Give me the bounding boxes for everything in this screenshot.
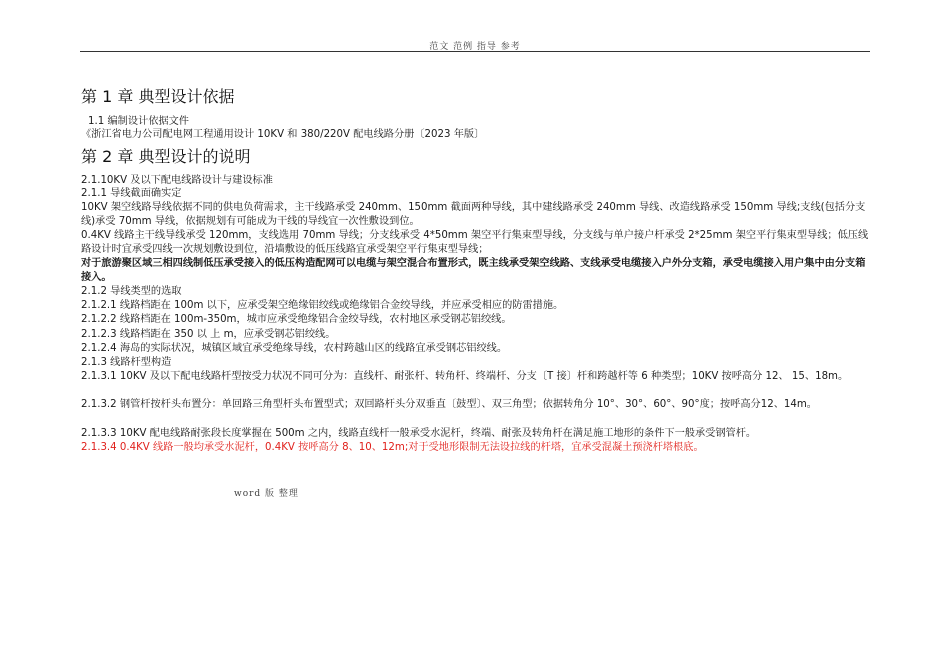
section-1-1-heading: 1.1 编制设计依据文件 [88, 116, 189, 127]
paragraph-10kv-conductors: 10KV 架空线路导线依据不同的供电负荷需求，主干线路承受 240mm、150mm 截面两种导线，其中建线路承受 240mm 导线、改造线路承受 150mm 导线;支线(包括分支线)承受 70mm 导线，依据规划有可能成为干线的导线宜一次性敷设到位。 [81, 202, 866, 227]
item-2-1-3-1: 2.1.3.1 10KV 及以下配电线路杆型按受力状况不同可分为：直线杆、耐张杆、转角杆、终端杆、分支〔T 接〕杆和跨越杆等 6 种类型；10KV 按呼高分 12、 15、18m。 [81, 371, 849, 382]
item-2-1-3-2: 2.1.3.2 钢管杆按杆头布置分：单回路三角型杆头布置型式；双回路杆头分双垂直〔鼓型〕、双三角型；依据转角分 10°、30°、60°、90°度；按呼高分12、14m。 [81, 399, 817, 410]
header-divider [80, 51, 870, 52]
subsection-2-1-2: 2.1.2 导线类型的选取 [81, 286, 182, 297]
item-2-1-3-3: 2.1.3.3 10KV 配电线路耐张段长度掌握在 500m 之内，线路直线杆一般承受水泥杆，终端、耐张及转角杆在满足施工地形的条件下一般承受钢管杆。 [81, 428, 757, 439]
subsection-2-1-3: 2.1.3 线路杆型构造 [81, 357, 172, 368]
paragraph-tourism-areas: 对于旅游聚区域三相四线制低压承受接入的低压构造配网可以电缆与架空混合布置形式，既主线承受架空线路、支线承受电缆接入户外分支箱，承受电缆接入用户集中由分支箱接入。 [81, 258, 866, 283]
page-footer-text: word 版 整理 [234, 489, 299, 499]
chapter-2-title: 第 2 章 典型设计的说明 [81, 147, 251, 166]
item-2-1-2-2: 2.1.2.2 线路档距在 100m-350m，城市应承受绝缘铝合金绞导线，农村地区承受钢芯铝绞线。 [81, 314, 512, 325]
subsection-2-1-1: 2.1.1 导线截面确实定 [81, 188, 182, 199]
item-2-1-2-3: 2.1.2.3 线路档距在 350 以 上 m，应承受钢芯铝绞线。 [81, 329, 336, 340]
paragraph-0-4kv-conductors: 0.4KV 线路主干线导线承受 120mm，支线选用 70mm 导线；分支线承受 4*50mm 架空平行集束型导线，分支线与单户接户杆承受 2*25mm 架空平行集束型导线；低压线路设计时宜承受四线一次规划敷设到位，沿墙敷设的低压线路宜承受架空平行集束型导线； [81, 230, 869, 255]
section-2-1-heading: 2.1.10KV 及以下配电线路设计与建设标准 [81, 175, 273, 186]
page-header-text: 范文 范例 指导 参考 [429, 42, 521, 52]
reference-document: 《浙江省电力公司配电网工程通用设计 10KV 和 380/220V 配电线路分册〔2023 年版〕 [81, 129, 485, 140]
item-2-1-2-4: 2.1.2.4 海岛的实际状况，城镇区域宜承受绝缘导线，农村跨越山区的线路宜承受钢芯铝绞线。 [81, 343, 508, 354]
item-2-1-2-1: 2.1.2.1 线路档距在 100m 以下，应承受架空绝缘铝绞线或绝缘铝合金绞导线，并应承受相应的防雷措施。 [81, 300, 564, 311]
chapter-1-title: 第 1 章 典型设计依据 [81, 87, 235, 106]
item-2-1-3-4-highlighted: 2.1.3.4 0.4KV 线路一般均承受水泥杆，0.4KV 按呼高分 8、10、12m;对于受地形限制无法设拉线的杆塔，宜承受混凝土预浇杆塔根底。 [81, 442, 704, 453]
